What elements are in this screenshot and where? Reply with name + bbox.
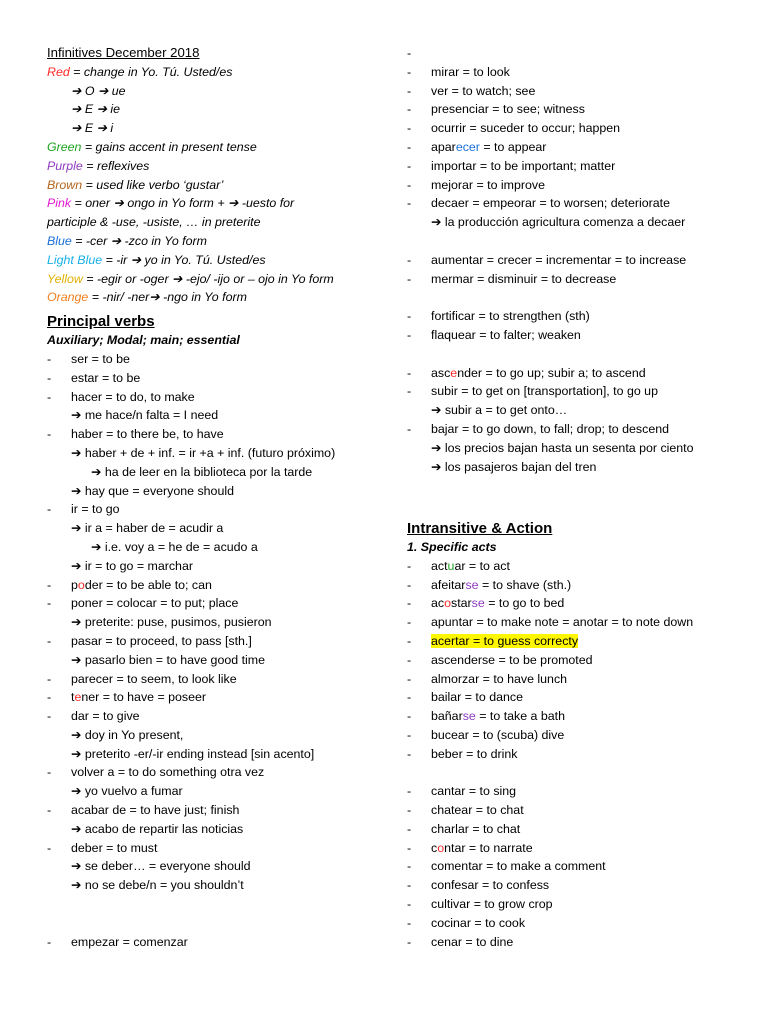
- arrow-icon: ➔: [431, 459, 442, 474]
- arrow-icon: ➔: [71, 615, 82, 630]
- list-note: ➔ haber + de + inf. = ir +a + inf. (futuro próximo): [47, 444, 382, 463]
- arrow-icon: ➔: [96, 121, 107, 136]
- list-item: - poder = to be able to; can: [47, 577, 212, 592]
- list-note: ➔ la producción agricultura comenza a decaer: [407, 213, 752, 232]
- legend-red: Red = change in Yo. Tú. Usted/es: [47, 64, 233, 79]
- list-note: ➔ ha de leer en la biblioteca por la tarde: [47, 463, 382, 482]
- list-item-highlighted: - acertar = to guess correcty: [407, 633, 579, 648]
- list-item: - ascender = to go up; subir a; to ascend: [407, 365, 646, 380]
- list-note: ➔ los precios bajan hasta un sesenta por ciento: [407, 439, 752, 458]
- list-item: - tener = to have = poseer: [47, 690, 207, 705]
- intransitive-heading: Intransitive & Action: [407, 519, 553, 537]
- list-item: - presenciar = to see; witness: [407, 102, 585, 117]
- arrow-icon: ➔: [71, 83, 82, 98]
- list-item: - apuntar = to make note = anotar = to note down: [407, 615, 694, 630]
- principal-subheading: Auxiliary; Modal; main; essential: [47, 333, 240, 348]
- arrow-icon: ➔: [71, 558, 82, 573]
- list-item: - deber = to must: [47, 840, 158, 855]
- list-note: ➔ se deber… = everyone should: [47, 857, 382, 876]
- list-item: - bañarse = to take a bath: [407, 709, 566, 724]
- legend-pink-cont: participle & -use, -usiste, … in preterite: [47, 215, 261, 230]
- arrow-icon: ➔: [113, 196, 124, 211]
- arrow-icon: ➔: [228, 196, 239, 211]
- list-item: - ser = to be: [47, 351, 130, 366]
- right-column: [407, 44, 752, 951]
- legend-purple: Purple = reflexives: [47, 158, 150, 173]
- arrow-icon: ➔: [71, 445, 82, 460]
- list-note: ➔ no se debe/n = you shouldn’t: [47, 876, 382, 895]
- list-item: - decaer = empeorar = to worsen; deteriorate: [407, 196, 670, 211]
- legend-red-sub-2: ➔ E ➔ ie: [47, 100, 382, 119]
- list-note: ➔ ir = to go = marchar: [47, 557, 382, 576]
- arrow-icon: ➔: [110, 233, 122, 248]
- legend-blue: Blue = -cer ➔ -zco in Yo form: [47, 232, 382, 251]
- arrow-icon: ➔: [431, 440, 442, 455]
- principal-heading: Principal verbs: [47, 313, 155, 331]
- arrow-icon: ➔: [71, 746, 82, 761]
- arrow-icon: ➔: [91, 539, 102, 554]
- legend-yellow: Yellow = -egir or -oger ➔ -ejo/ -ijo or – ojo in Yo form: [47, 270, 382, 289]
- list-item: - poner = colocar = to put; place: [47, 596, 239, 611]
- arrow-icon: ➔: [172, 271, 183, 286]
- arrow-icon: ➔: [431, 215, 442, 230]
- list-item: - hacer = to do, to make: [47, 389, 195, 404]
- list-note: ➔ yo vuelvo a fumar: [47, 782, 382, 801]
- list-item: - bailar = to dance: [407, 690, 523, 705]
- list-item: - volver a = to do something otra vez: [47, 765, 265, 780]
- legend-brown: Brown = used like verbo ‘gustar’: [47, 177, 224, 192]
- list-item: - aumentar = crecer = incrementar = to increase: [407, 252, 687, 267]
- list-item: - cantar = to sing: [407, 784, 517, 799]
- list-item: - ver = to watch; see: [407, 83, 536, 98]
- list-note: ➔ acabo de repartir las noticias: [47, 820, 382, 839]
- arrow-icon: ➔: [71, 521, 82, 536]
- list-item: - haber = to there be, to have: [47, 427, 224, 442]
- list-item: - fortificar = to strengthen (sth): [407, 309, 590, 324]
- legend-light-blue: Light Blue = -ir ➔ yo in Yo. Tú. Usted/es: [47, 251, 382, 270]
- list-note: ➔ i.e. voy a = he de = acudo a: [47, 538, 382, 557]
- arrow-icon: ➔: [71, 784, 82, 799]
- list-item: - ir = to go: [47, 502, 120, 517]
- arrow-icon: ➔: [130, 252, 142, 267]
- list-item: - ascenderse = to be promoted: [407, 652, 593, 667]
- list-item: - comentar = to make a comment: [407, 859, 606, 874]
- list-note: ➔ los pasajeros bajan del tren: [407, 458, 752, 477]
- arrow-icon: ➔: [71, 483, 82, 498]
- list-item: - confesar = to confess: [407, 878, 550, 893]
- list-item: - dar = to give: [47, 709, 140, 724]
- list-item: - mejorar = to improve: [407, 177, 545, 192]
- specific-acts-subheading: 1. Specific acts: [407, 539, 497, 554]
- legend-red-sub-3: ➔ E ➔ i: [47, 119, 382, 138]
- list-note: ➔ me hace/n falta = I need: [47, 406, 382, 425]
- list-item: - acostarse = to go to bed: [407, 596, 565, 611]
- list-item: - empezar = comenzar: [47, 934, 188, 949]
- arrow-icon: ➔: [71, 121, 82, 136]
- list-note: ➔ preterito -er/-ir ending instead [sin acento]: [47, 745, 382, 764]
- list-item: - parecer = to seem, to look like: [47, 671, 237, 686]
- arrow-icon: ➔: [97, 83, 109, 98]
- list-note: ➔ ir a = haber de = acudir a: [47, 519, 382, 538]
- list-note: ➔ pasarlo bien = to have good time: [47, 651, 382, 670]
- arrow-icon: ➔: [71, 727, 82, 742]
- list-item: - aparecer = to appear: [407, 139, 547, 154]
- list-item: - bucear = to (scuba) dive: [407, 727, 565, 742]
- list-note: ➔ hay que = everyone should: [47, 482, 382, 501]
- list-item: - acabar de = to have just; finish: [47, 803, 240, 818]
- arrow-icon: ➔: [71, 652, 82, 667]
- arrow-icon: ➔: [71, 821, 82, 836]
- list-item: - chatear = to chat: [407, 803, 524, 818]
- list-item: - ocurrir = suceder to occur; happen: [407, 121, 621, 136]
- list-item: - contar = to narrate: [407, 840, 533, 855]
- page-title: Infinitives December 2018: [47, 45, 200, 60]
- list-item: - subir = to get on [transportation], to go up: [407, 384, 658, 399]
- legend-orange: Orange = -nir/ -ner➔ -ngo in Yo form: [47, 288, 382, 307]
- list-item: - importar = to be important; matter: [407, 158, 616, 173]
- list-item: - cocinar = to cook: [407, 915, 526, 930]
- arrow-icon: ➔: [431, 403, 442, 418]
- list-item: - beber = to drink: [407, 746, 518, 761]
- legend-red-sub-1: ➔ O ➔ ue: [47, 82, 382, 101]
- list-note: ➔ preterite: puse, pusimos, pusieron: [47, 613, 382, 632]
- arrow-icon: ➔: [71, 408, 82, 423]
- arrow-icon: ➔: [91, 464, 102, 479]
- list-note: ➔ subir a = to get onto…: [407, 401, 752, 420]
- arrow-icon: ➔: [71, 878, 82, 893]
- legend-pink: Pink = oner ➔ ongo in Yo form + ➔ -uesto for: [47, 194, 382, 213]
- list-item: - almorzar = to have lunch: [407, 671, 568, 686]
- list-item: - flaquear = to falter; weaken: [407, 327, 581, 342]
- list-note: ➔ doy in Yo present,: [47, 726, 382, 745]
- list-item: - charlar = to chat: [407, 821, 521, 836]
- arrow-icon: ➔: [71, 859, 82, 874]
- arrow-icon: ➔: [71, 102, 82, 117]
- list-item: - pasar = to proceed, to pass [sth.]: [47, 633, 252, 648]
- legend-green: Green = gains accent in present tense: [47, 139, 257, 154]
- list-item: - cenar = to dine: [407, 934, 514, 949]
- list-item: - mermar = disminuir = to decrease: [407, 271, 617, 286]
- list-item: -: [407, 46, 412, 60]
- list-item: - afeitarse = to shave (sth.): [407, 577, 572, 592]
- arrow-icon: ➔: [149, 290, 160, 305]
- list-item: - mirar = to look: [407, 64, 510, 79]
- list-item: - cultivar = to grow crop: [407, 897, 553, 912]
- list-item: - estar = to be: [47, 370, 141, 385]
- list-item: - bajar = to go down, to fall; drop; to descend: [407, 421, 669, 436]
- list-item: - actuar = to act: [407, 558, 510, 573]
- left-column: [47, 44, 382, 951]
- arrow-icon: ➔: [96, 102, 107, 117]
